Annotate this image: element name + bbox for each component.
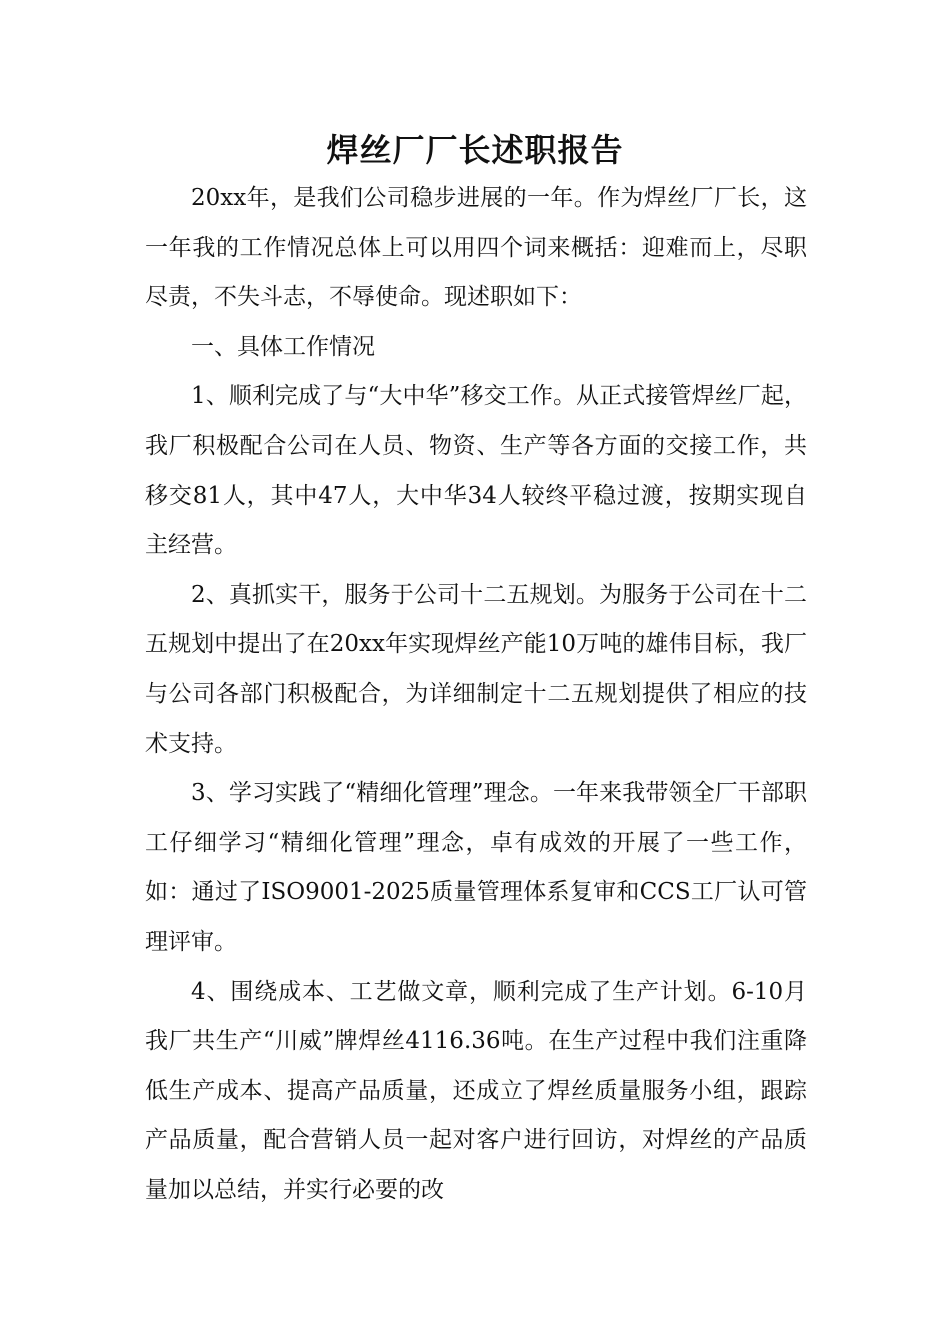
paragraph-item-3: 3、学习实践了“精细化管理”理念。一年来我带领全厂干部职工仔细学习“精细化管理”理念，卓有成效的开展了一些工作，如：通过了ISO9001-2025质量管理体系复审和CCS工厂认可管理评审。 bbox=[145, 780, 807, 955]
paragraph-intro: 20xx年，是我们公司稳步进展的一年。作为焊丝厂厂长，这一年我的工作情况总体上可以用四个词来概括：迎难而上，尽职尽责，不失斗志，不辱使命。现述职如下： bbox=[145, 185, 807, 311]
paragraph-item-4: 4、围绕成本、工艺做文章，顺利完成了生产计划。6-10月我厂共生产“川威”牌焊丝4116.36吨。在生产过程中我们注重降低生产成本、提高产品质量，还成立了焊丝质量服务小组，跟踪产品质量，配合营销人员一起对客户进行回访，对焊丝的产品质量加以总结，并实行必要的改 bbox=[145, 978, 807, 1203]
paragraph-item-1: 1、顺利完成了与“大中华”移交工作。从正式接管焊丝厂起，我厂积极配合公司在人员、物资、生产等各方面的交接工作，共移交81人，其中47人，大中华34人较终平稳过渡，按期实现自主经营。 bbox=[145, 383, 807, 559]
document-body bbox=[145, 174, 807, 1215]
section-heading: 一、具体工作情况 bbox=[191, 333, 375, 360]
paragraph-item-2: 2、真抓实干，服务于公司十二五规划。为服务于公司在十二五规划中提出了在20xx年实现焊丝产能10万吨的雄伟目标，我厂与公司各部门积极配合，为详细制定十二五规划提供了相应的技术支持。 bbox=[145, 581, 807, 757]
document-title: 焊丝厂厂长述职报告 bbox=[326, 131, 624, 169]
